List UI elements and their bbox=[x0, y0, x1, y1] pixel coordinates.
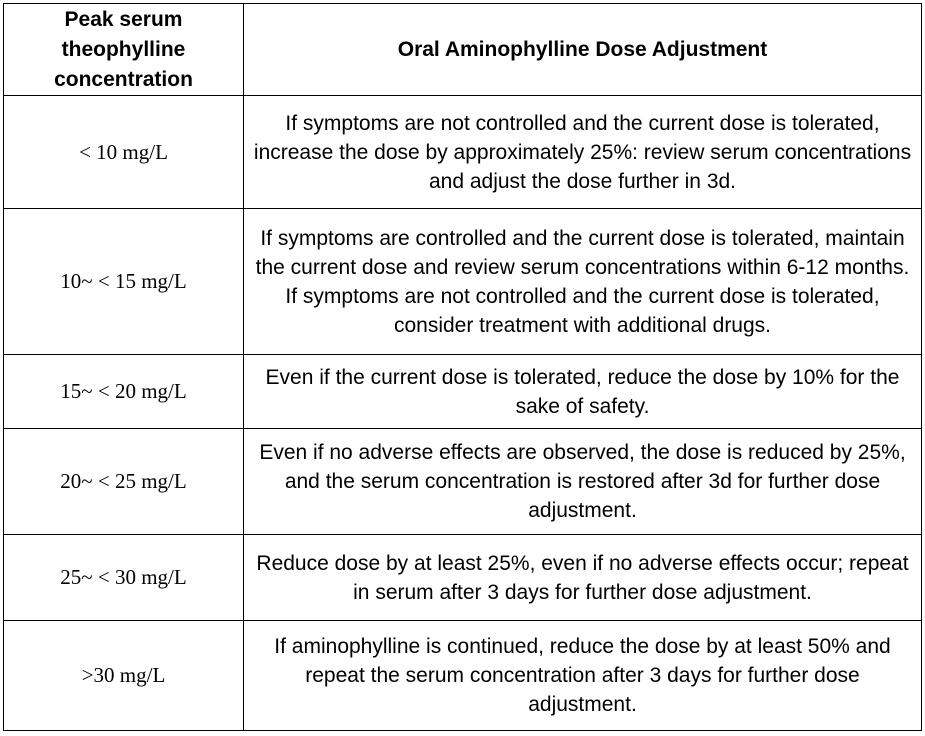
header-adjustment: Oral Aminophylline Dose Adjustment bbox=[244, 4, 922, 96]
concentration-cell: >30 mg/L bbox=[4, 621, 244, 731]
concentration-cell: 20~ < 25 mg/L bbox=[4, 429, 244, 535]
dose-adjustment-table bbox=[3, 3, 922, 731]
table-row bbox=[4, 96, 922, 209]
adjustment-cell: Even if the current dose is tolerated, reduce the dose by 10% for the sake of safety. bbox=[244, 355, 922, 429]
table-row bbox=[4, 429, 922, 535]
adjustment-cell: Even if no adverse effects are observed, the dose is reduced by 25%, and the serum concentration is restored after 3d for further dose adjustment. bbox=[244, 429, 922, 535]
adjustment-cell: If symptoms are not controlled and the current dose is tolerated, increase the dose by approximately 25%: review serum concentrations and adjust the dose further in 3d. bbox=[244, 96, 922, 209]
concentration-cell: 25~ < 30 mg/L bbox=[4, 535, 244, 621]
adjustment-cell: Reduce dose by at least 25%, even if no adverse effects occur; repeat in serum after 3 days for further dose adjustment. bbox=[244, 535, 922, 621]
adjustment-cell: If aminophylline is continued, reduce the dose by at least 50% and repeat the serum concentration after 3 days for further dose adjustment. bbox=[244, 621, 922, 731]
table-row bbox=[4, 621, 922, 731]
concentration-cell: 10~ < 15 mg/L bbox=[4, 209, 244, 355]
table-row bbox=[4, 355, 922, 429]
concentration-cell: < 10 mg/L bbox=[4, 96, 244, 209]
table-header-row bbox=[4, 4, 922, 96]
table-row bbox=[4, 535, 922, 621]
adjustment-cell: If symptoms are controlled and the current dose is tolerated, maintain the current dose and review serum concentrations within 6-12 months. If symptoms are not controlled and the current dose is tolerated, consider treatment with additional drugs. bbox=[244, 209, 922, 355]
concentration-cell: 15~ < 20 mg/L bbox=[4, 355, 244, 429]
header-concentration: Peak serum theophylline concentration bbox=[4, 4, 244, 96]
table-row bbox=[4, 209, 922, 355]
